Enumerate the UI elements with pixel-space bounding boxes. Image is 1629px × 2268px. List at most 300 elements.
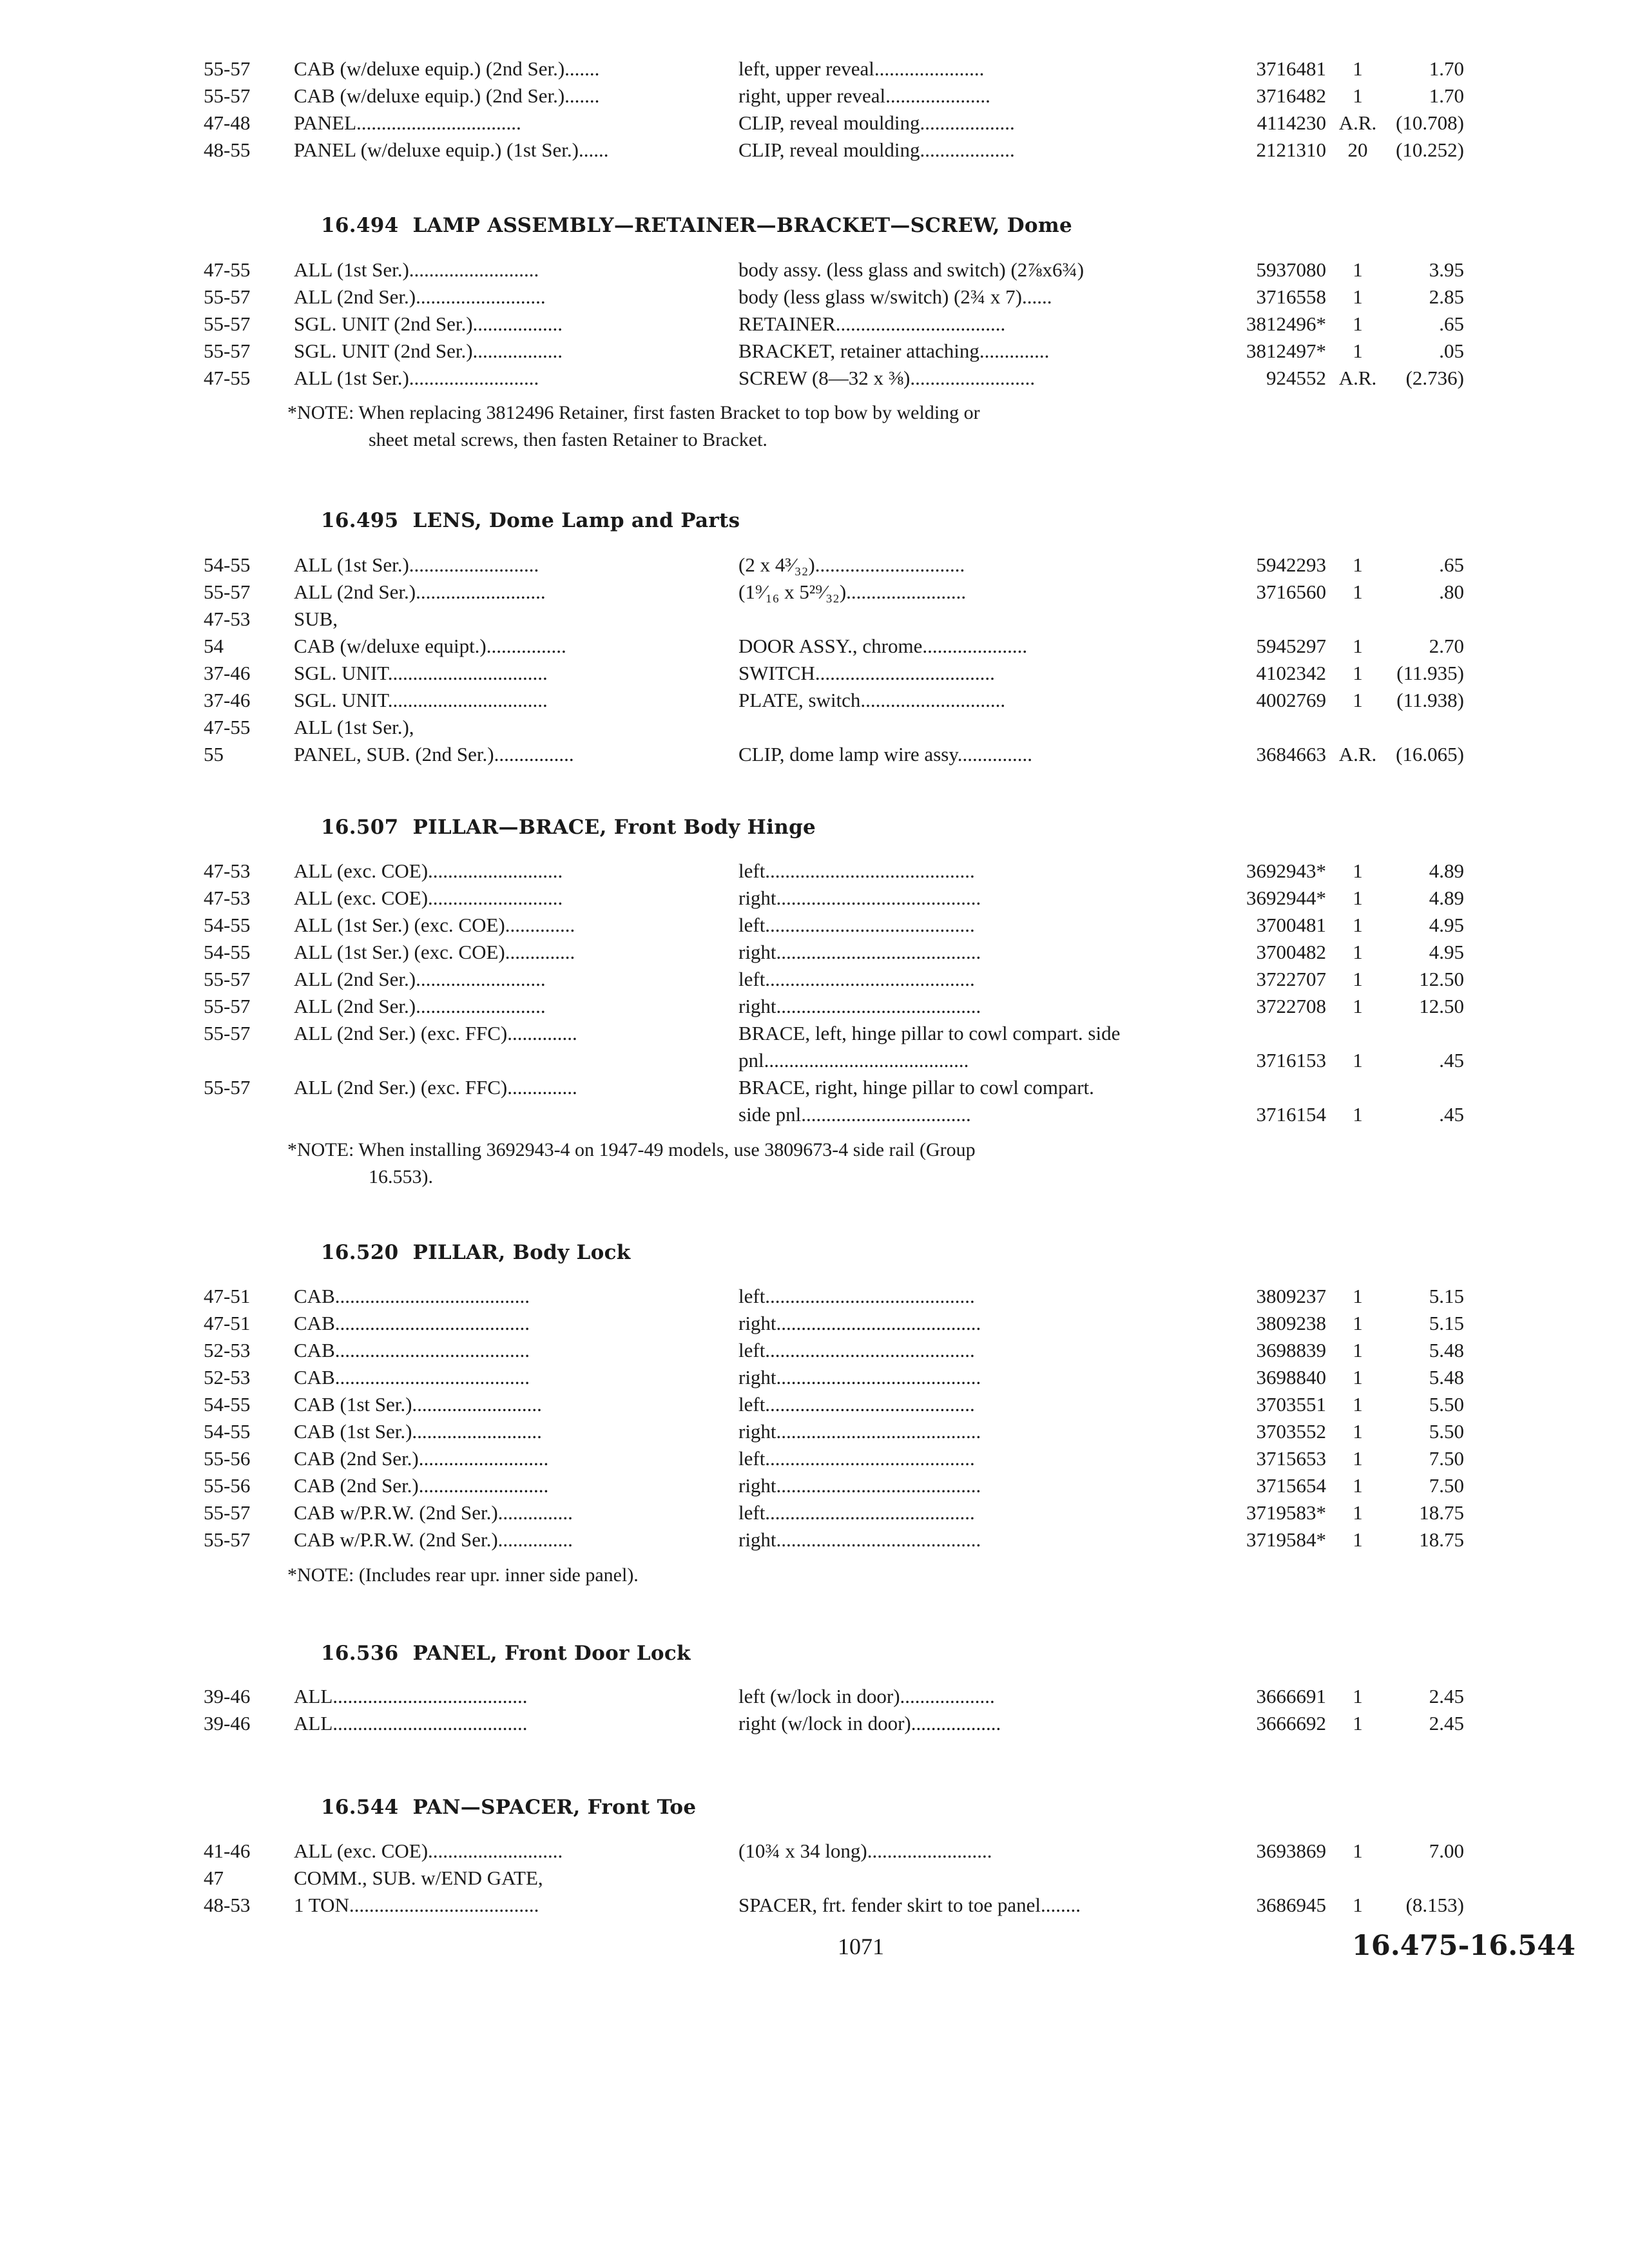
part-description: right......................................... bbox=[738, 1366, 981, 1389]
parts-row bbox=[0, 579, 1629, 606]
price: 12.50 bbox=[1419, 968, 1464, 990]
part-description: pnl......................................... bbox=[738, 1049, 969, 1072]
model-years: 54-55 bbox=[204, 941, 251, 963]
part-number: 3715654 bbox=[1256, 1474, 1326, 1497]
page-number: 1071 bbox=[838, 1934, 884, 1959]
part-description: left.......................................... bbox=[738, 968, 975, 990]
model-description: CAB (2nd Ser.).......................... bbox=[294, 1447, 549, 1470]
parts-row bbox=[0, 939, 1629, 966]
part-description: left.......................................... bbox=[738, 1285, 975, 1307]
part-description: right......................................... bbox=[738, 1528, 981, 1551]
part-description: (2 x 4³⁄₃₂).............................. bbox=[738, 553, 965, 576]
parts-row bbox=[0, 365, 1629, 392]
model-years: 54-55 bbox=[204, 1420, 251, 1443]
model-description: 1 TON...................................... bbox=[294, 1894, 539, 1916]
price: (16.065) bbox=[1396, 743, 1464, 765]
price: 4.95 bbox=[1429, 914, 1464, 936]
model-description: ALL (2nd Ser.).......................... bbox=[294, 285, 546, 308]
quantity: 1 bbox=[1353, 1894, 1363, 1916]
part-number: 3812497* bbox=[1246, 340, 1326, 362]
model-description: ALL (exc. COE)........................... bbox=[294, 887, 563, 909]
part-number: 3698839 bbox=[1256, 1339, 1326, 1361]
parts-row bbox=[0, 1710, 1629, 1737]
quantity: 1 bbox=[1353, 1685, 1363, 1707]
part-number: 3809238 bbox=[1256, 1312, 1326, 1334]
part-number: 5937080 bbox=[1256, 258, 1326, 281]
model-years: 39-46 bbox=[204, 1685, 251, 1707]
part-description: right......................................... bbox=[738, 1474, 981, 1497]
model-description: ALL (2nd Ser.).......................... bbox=[294, 968, 546, 990]
part-number: 3700482 bbox=[1256, 941, 1326, 963]
part-number: 924552 bbox=[1266, 367, 1326, 389]
model-description: SGL. UNIT (2nd Ser.).................. bbox=[294, 312, 563, 335]
quantity: 1 bbox=[1353, 1712, 1363, 1735]
group-title: PAN—SPACER, Front Toe bbox=[412, 1796, 697, 1819]
part-number: 3715653 bbox=[1256, 1447, 1326, 1470]
part-number: 3809237 bbox=[1256, 1285, 1326, 1307]
model-years: 54-55 bbox=[204, 553, 251, 576]
quantity: 1 bbox=[1353, 995, 1363, 1017]
quantity: 1 bbox=[1353, 258, 1363, 281]
part-number: 3716560 bbox=[1256, 581, 1326, 603]
group-number: 16.520 bbox=[321, 1241, 399, 1264]
part-number: 3719584* bbox=[1246, 1528, 1326, 1551]
price: .80 bbox=[1439, 581, 1464, 603]
price: .65 bbox=[1439, 553, 1464, 576]
parts-row bbox=[0, 1472, 1629, 1499]
price: 2.45 bbox=[1429, 1685, 1464, 1707]
model-years: 47-53 bbox=[204, 860, 251, 882]
model-years: 55-57 bbox=[204, 995, 251, 1017]
price: 4.89 bbox=[1429, 887, 1464, 909]
model-description: CAB w/P.R.W. (2nd Ser.)............... bbox=[294, 1528, 573, 1551]
part-number: 3722707 bbox=[1256, 968, 1326, 990]
price: 1.70 bbox=[1429, 84, 1464, 107]
group-heading bbox=[321, 206, 1072, 245]
price: 18.75 bbox=[1419, 1528, 1464, 1551]
parts-row bbox=[0, 1526, 1629, 1553]
footnote-line: 16.553). bbox=[369, 1166, 433, 1187]
footnote bbox=[287, 1137, 1202, 1191]
parts-row bbox=[0, 966, 1629, 993]
part-description: left.......................................... bbox=[738, 860, 975, 882]
part-description: DOOR ASSY., chrome..................... bbox=[738, 635, 1028, 657]
model-description: CAB (w/deluxe equipt.)................ bbox=[294, 635, 566, 657]
parts-row bbox=[0, 1683, 1629, 1710]
part-description: SWITCH.................................... bbox=[738, 662, 995, 684]
model-description: COMM., SUB. w/END GATE, bbox=[294, 1867, 543, 1889]
quantity: 1 bbox=[1353, 1285, 1363, 1307]
group-heading bbox=[321, 1788, 696, 1827]
part-number: 3812496* bbox=[1246, 312, 1326, 335]
price: 4.89 bbox=[1429, 860, 1464, 882]
model-description: ALL (exc. COE)........................... bbox=[294, 1840, 563, 1862]
parts-row bbox=[0, 660, 1629, 687]
part-number: 4002769 bbox=[1256, 689, 1326, 711]
parts-row bbox=[0, 1499, 1629, 1526]
parts-row bbox=[0, 1364, 1629, 1391]
price: 2.45 bbox=[1429, 1712, 1464, 1735]
parts-row bbox=[0, 1418, 1629, 1445]
price: 7.50 bbox=[1429, 1447, 1464, 1470]
model-description: ALL....................................... bbox=[294, 1712, 528, 1735]
price: 3.95 bbox=[1429, 258, 1464, 281]
parts-row bbox=[0, 1074, 1629, 1101]
part-number: 4114230 bbox=[1257, 111, 1326, 134]
model-years: 55-57 bbox=[204, 84, 251, 107]
model-years: 55-57 bbox=[204, 57, 251, 80]
parts-row bbox=[0, 256, 1629, 284]
parts-row bbox=[0, 338, 1629, 365]
model-years: 39-46 bbox=[204, 1712, 251, 1735]
model-description: CAB....................................... bbox=[294, 1312, 530, 1334]
model-years: 55-57 bbox=[204, 312, 251, 335]
model-description: CAB (1st Ser.).......................... bbox=[294, 1393, 542, 1416]
price: 18.75 bbox=[1419, 1501, 1464, 1524]
model-description: PANEL, SUB. (2nd Ser.)................ bbox=[294, 743, 574, 765]
part-number: 3716154 bbox=[1256, 1103, 1326, 1126]
model-years: 47-55 bbox=[204, 367, 251, 389]
model-years: 47-55 bbox=[204, 716, 251, 738]
part-description: left.......................................... bbox=[738, 1339, 975, 1361]
parts-row bbox=[0, 606, 1629, 633]
model-description: ALL (2nd Ser.) (exc. FFC).............. bbox=[294, 1022, 577, 1044]
price: (10.252) bbox=[1396, 139, 1464, 161]
part-number: 3666691 bbox=[1256, 1685, 1326, 1707]
model-years: 55-57 bbox=[204, 340, 251, 362]
model-years: 47 bbox=[204, 1867, 224, 1889]
parts-row bbox=[0, 311, 1629, 338]
part-description: right, upper reveal..................... bbox=[738, 84, 990, 107]
group-heading bbox=[321, 1233, 631, 1272]
part-description: right......................................... bbox=[738, 941, 981, 963]
quantity: 1 bbox=[1353, 1339, 1363, 1361]
part-number: 3700481 bbox=[1256, 914, 1326, 936]
part-description: left (w/lock in door)................... bbox=[738, 1685, 995, 1707]
part-description: left, upper reveal...................... bbox=[738, 57, 985, 80]
model-years: 47-51 bbox=[204, 1312, 251, 1334]
model-years: 47-51 bbox=[204, 1285, 251, 1307]
quantity: A.R. bbox=[1338, 111, 1377, 134]
quantity: 1 bbox=[1353, 860, 1363, 882]
group-title: PANEL, Front Door Lock bbox=[412, 1642, 691, 1665]
part-description: left.......................................... bbox=[738, 1447, 975, 1470]
quantity: 1 bbox=[1353, 941, 1363, 963]
quantity: 1 bbox=[1353, 1049, 1363, 1072]
model-description: CAB (w/deluxe equip.) (2nd Ser.)....... bbox=[294, 84, 600, 107]
group-title: PILLAR, Body Lock bbox=[412, 1241, 631, 1264]
model-years: 54-55 bbox=[204, 1393, 251, 1416]
model-description: ALL (2nd Ser.).......................... bbox=[294, 995, 546, 1017]
parts-row bbox=[0, 687, 1629, 714]
quantity: 1 bbox=[1353, 1501, 1363, 1524]
price: 2.70 bbox=[1429, 635, 1464, 657]
price: .05 bbox=[1439, 340, 1464, 362]
model-years: 47-48 bbox=[204, 111, 251, 134]
price: 1.70 bbox=[1429, 57, 1464, 80]
part-number: 3666692 bbox=[1256, 1712, 1326, 1735]
model-years: 54-55 bbox=[204, 914, 251, 936]
price: 7.50 bbox=[1429, 1474, 1464, 1497]
footnote-line: *NOTE: When installing 3692943-4 on 1947-49 models, use 3809673-4 side rail (Group bbox=[287, 1139, 976, 1160]
part-description: right......................................... bbox=[738, 995, 981, 1017]
footnote-line: *NOTE: When replacing 3812496 Retainer, first fasten Bracket to top bow by welding or bbox=[287, 402, 980, 423]
model-years: 52-53 bbox=[204, 1366, 251, 1389]
quantity: 1 bbox=[1353, 1447, 1363, 1470]
parts-row bbox=[0, 1391, 1629, 1418]
model-description: CAB....................................... bbox=[294, 1366, 530, 1389]
price: 5.48 bbox=[1429, 1339, 1464, 1361]
group-title: LENS, Dome Lamp and Parts bbox=[412, 509, 740, 532]
parts-row bbox=[0, 885, 1629, 912]
parts-row bbox=[0, 137, 1629, 164]
part-number: 3692944* bbox=[1246, 887, 1326, 909]
model-years: 47-55 bbox=[204, 258, 251, 281]
group-number: 16.495 bbox=[321, 509, 399, 532]
model-description: PANEL................................. bbox=[294, 111, 521, 134]
parts-row bbox=[0, 284, 1629, 311]
model-description: SGL. UNIT................................ bbox=[294, 662, 548, 684]
group-title: LAMP ASSEMBLY—RETAINER—BRACKET—SCREW, Dome bbox=[412, 214, 1073, 237]
footnote bbox=[287, 399, 1202, 454]
footnote-line: sheet metal screws, then fasten Retainer to Bracket. bbox=[369, 429, 767, 450]
part-number: 3716558 bbox=[1256, 285, 1326, 308]
part-number: 3686945 bbox=[1256, 1894, 1326, 1916]
model-years: 55-56 bbox=[204, 1447, 251, 1470]
part-description: side pnl.................................. bbox=[738, 1103, 971, 1126]
model-years: 37-46 bbox=[204, 689, 251, 711]
model-description: ALL (1st Ser.).......................... bbox=[294, 367, 539, 389]
price: (11.935) bbox=[1396, 662, 1464, 684]
model-years: 55-57 bbox=[204, 1076, 251, 1099]
quantity: 20 bbox=[1347, 139, 1368, 161]
group-heading bbox=[321, 1634, 691, 1673]
part-number: 2121310 bbox=[1256, 139, 1326, 161]
quantity: 1 bbox=[1353, 340, 1363, 362]
model-description: CAB (1st Ser.).......................... bbox=[294, 1420, 542, 1443]
quantity: 1 bbox=[1353, 887, 1363, 909]
price: .45 bbox=[1439, 1103, 1464, 1126]
model-years: 55 bbox=[204, 743, 224, 765]
quantity: 1 bbox=[1353, 1312, 1363, 1334]
footnote bbox=[287, 1562, 1202, 1589]
price: 2.85 bbox=[1429, 285, 1464, 308]
model-description: CAB (2nd Ser.).......................... bbox=[294, 1474, 549, 1497]
price: (10.708) bbox=[1396, 111, 1464, 134]
quantity: 1 bbox=[1353, 1366, 1363, 1389]
price: 5.50 bbox=[1429, 1420, 1464, 1443]
parts-row bbox=[0, 633, 1629, 660]
parts-row bbox=[0, 55, 1629, 82]
price: 5.48 bbox=[1429, 1366, 1464, 1389]
parts-row bbox=[0, 110, 1629, 137]
price: .45 bbox=[1439, 1049, 1464, 1072]
model-description: ALL (2nd Ser.).......................... bbox=[294, 581, 546, 603]
quantity: 1 bbox=[1353, 84, 1363, 107]
quantity: 1 bbox=[1353, 312, 1363, 335]
quantity: 1 bbox=[1353, 1840, 1363, 1862]
group-heading bbox=[321, 808, 816, 847]
part-description: SCREW (8—32 x ⅜)......................... bbox=[738, 367, 1036, 389]
quantity: 1 bbox=[1353, 1393, 1363, 1416]
model-description: SGL. UNIT (2nd Ser.).................. bbox=[294, 340, 563, 362]
part-description: body assy. (less glass and switch) (2⅞x6¾) bbox=[738, 258, 1084, 281]
part-description: BRACE, right, hinge pillar to cowl compart. bbox=[738, 1076, 1094, 1099]
part-number: 3716482 bbox=[1256, 84, 1326, 107]
model-description: ALL (exc. COE)........................... bbox=[294, 860, 563, 882]
part-number: 3703551 bbox=[1256, 1393, 1326, 1416]
part-description: BRACE, left, hinge pillar to cowl compart. side bbox=[738, 1022, 1121, 1044]
part-description: CLIP, reveal moulding................... bbox=[738, 139, 1015, 161]
part-description: CLIP, dome lamp wire assy............... bbox=[738, 743, 1033, 765]
quantity: 1 bbox=[1353, 285, 1363, 308]
group-heading bbox=[321, 501, 740, 540]
model-description: ALL....................................... bbox=[294, 1685, 528, 1707]
part-description: left.......................................... bbox=[738, 914, 975, 936]
quantity: 1 bbox=[1353, 1474, 1363, 1497]
model-years: 55-57 bbox=[204, 1501, 251, 1524]
part-number: 3703552 bbox=[1256, 1420, 1326, 1443]
parts-row bbox=[0, 552, 1629, 579]
part-number: 3684663 bbox=[1256, 743, 1326, 765]
quantity: 1 bbox=[1353, 1103, 1363, 1126]
price: 4.95 bbox=[1429, 941, 1464, 963]
parts-row bbox=[0, 1310, 1629, 1337]
model-description: CAB....................................... bbox=[294, 1285, 530, 1307]
model-description: SGL. UNIT................................ bbox=[294, 689, 548, 711]
group-number: 16.536 bbox=[321, 1642, 399, 1665]
group-number: 16.544 bbox=[321, 1796, 399, 1819]
model-description: CAB (w/deluxe equip.) (2nd Ser.)....... bbox=[294, 57, 600, 80]
quantity: 1 bbox=[1353, 914, 1363, 936]
parts-row bbox=[0, 1865, 1629, 1892]
parts-row bbox=[0, 858, 1629, 885]
part-description: left.......................................... bbox=[738, 1393, 975, 1416]
quantity: 1 bbox=[1353, 689, 1363, 711]
model-description: ALL (1st Ser.).......................... bbox=[294, 258, 539, 281]
price: 5.15 bbox=[1429, 1312, 1464, 1334]
model-years: 54 bbox=[204, 635, 224, 657]
price: .65 bbox=[1439, 312, 1464, 335]
parts-row bbox=[0, 714, 1629, 741]
model-description: ALL (2nd Ser.) (exc. FFC).............. bbox=[294, 1076, 577, 1099]
part-number: 3716153 bbox=[1256, 1049, 1326, 1072]
part-number: 3692943* bbox=[1246, 860, 1326, 882]
part-description: right (w/lock in door).................. bbox=[738, 1712, 1001, 1735]
part-description: (10¾ x 34 long)......................... bbox=[738, 1840, 992, 1862]
part-description: PLATE, switch............................. bbox=[738, 689, 1006, 711]
part-description: right......................................... bbox=[738, 1420, 981, 1443]
model-description: ALL (1st Ser.) (exc. COE).............. bbox=[294, 914, 575, 936]
parts-row bbox=[0, 1337, 1629, 1364]
model-years: 55-57 bbox=[204, 581, 251, 603]
model-years: 55-57 bbox=[204, 1022, 251, 1044]
model-years: 48-55 bbox=[204, 139, 251, 161]
quantity: 1 bbox=[1353, 968, 1363, 990]
model-years: 47-53 bbox=[204, 887, 251, 909]
model-description: ALL (1st Ser.), bbox=[294, 716, 414, 738]
quantity: 1 bbox=[1353, 57, 1363, 80]
parts-row bbox=[0, 1101, 1629, 1128]
price: (8.153) bbox=[1405, 1894, 1464, 1916]
price: 12.50 bbox=[1419, 995, 1464, 1017]
quantity: 1 bbox=[1353, 553, 1363, 576]
part-description: SPACER, frt. fender skirt to toe panel........ bbox=[738, 1894, 1081, 1916]
price: (2.736) bbox=[1405, 367, 1464, 389]
part-description: body (less glass w/switch) (2¾ x 7)...... bbox=[738, 285, 1052, 308]
parts-row bbox=[0, 912, 1629, 939]
part-description: right......................................... bbox=[738, 887, 981, 909]
part-description: RETAINER.................................. bbox=[738, 312, 1006, 335]
part-description: right......................................... bbox=[738, 1312, 981, 1334]
model-description: ALL (1st Ser.) (exc. COE).............. bbox=[294, 941, 575, 963]
parts-row bbox=[0, 1892, 1629, 1919]
footnote-line: *NOTE: (Includes rear upr. inner side panel). bbox=[287, 1564, 639, 1586]
model-years: 55-57 bbox=[204, 285, 251, 308]
price: (11.938) bbox=[1396, 689, 1464, 711]
quantity: 1 bbox=[1353, 581, 1363, 603]
model-years: 52-53 bbox=[204, 1339, 251, 1361]
quantity: 1 bbox=[1353, 662, 1363, 684]
model-description: PANEL (w/deluxe equip.) (1st Ser.)...... bbox=[294, 139, 609, 161]
parts-row bbox=[0, 1020, 1629, 1047]
group-number: 16.494 bbox=[321, 214, 399, 237]
parts-row bbox=[0, 1047, 1629, 1074]
part-description: CLIP, reveal moulding................... bbox=[738, 111, 1015, 134]
model-years: 55-56 bbox=[204, 1474, 251, 1497]
parts-row bbox=[0, 1445, 1629, 1472]
part-description: left.......................................... bbox=[738, 1501, 975, 1524]
part-description: (1⁹⁄₁₆ x 5²⁹⁄₃₂)........................ bbox=[738, 581, 967, 603]
model-years: 37-46 bbox=[204, 662, 251, 684]
parts-row bbox=[0, 741, 1629, 768]
quantity: 1 bbox=[1353, 635, 1363, 657]
parts-row bbox=[0, 82, 1629, 110]
model-years: 55-57 bbox=[204, 1528, 251, 1551]
quantity: A.R. bbox=[1338, 367, 1377, 389]
group-range: 16.475-16.544 bbox=[1352, 1930, 1576, 1962]
part-number: 5945297 bbox=[1256, 635, 1326, 657]
parts-row bbox=[0, 1838, 1629, 1865]
model-description: CAB w/P.R.W. (2nd Ser.)............... bbox=[294, 1501, 573, 1524]
parts-row bbox=[0, 1283, 1629, 1310]
model-years: 48-53 bbox=[204, 1894, 251, 1916]
part-number: 3693869 bbox=[1256, 1840, 1326, 1862]
group-title: PILLAR—BRACE, Front Body Hinge bbox=[412, 816, 816, 839]
model-description: SUB, bbox=[294, 608, 338, 630]
part-number: 5942293 bbox=[1256, 553, 1326, 576]
quantity: 1 bbox=[1353, 1528, 1363, 1551]
price: 5.15 bbox=[1429, 1285, 1464, 1307]
part-description: BRACKET, retainer attaching.............. bbox=[738, 340, 1050, 362]
model-years: 41-46 bbox=[204, 1840, 251, 1862]
part-number: 3719583* bbox=[1246, 1501, 1326, 1524]
model-years: 55-57 bbox=[204, 968, 251, 990]
price: 5.50 bbox=[1429, 1393, 1464, 1416]
parts-row bbox=[0, 993, 1629, 1020]
model-description: CAB....................................... bbox=[294, 1339, 530, 1361]
model-years: 47-53 bbox=[204, 608, 251, 630]
part-number: 3716481 bbox=[1256, 57, 1326, 80]
price: 7.00 bbox=[1429, 1840, 1464, 1862]
model-description: ALL (1st Ser.).......................... bbox=[294, 553, 539, 576]
quantity: 1 bbox=[1353, 1420, 1363, 1443]
group-number: 16.507 bbox=[321, 816, 399, 839]
part-number: 4102342 bbox=[1256, 662, 1326, 684]
part-number: 3722708 bbox=[1256, 995, 1326, 1017]
part-number: 3698840 bbox=[1256, 1366, 1326, 1389]
quantity: A.R. bbox=[1338, 743, 1377, 765]
